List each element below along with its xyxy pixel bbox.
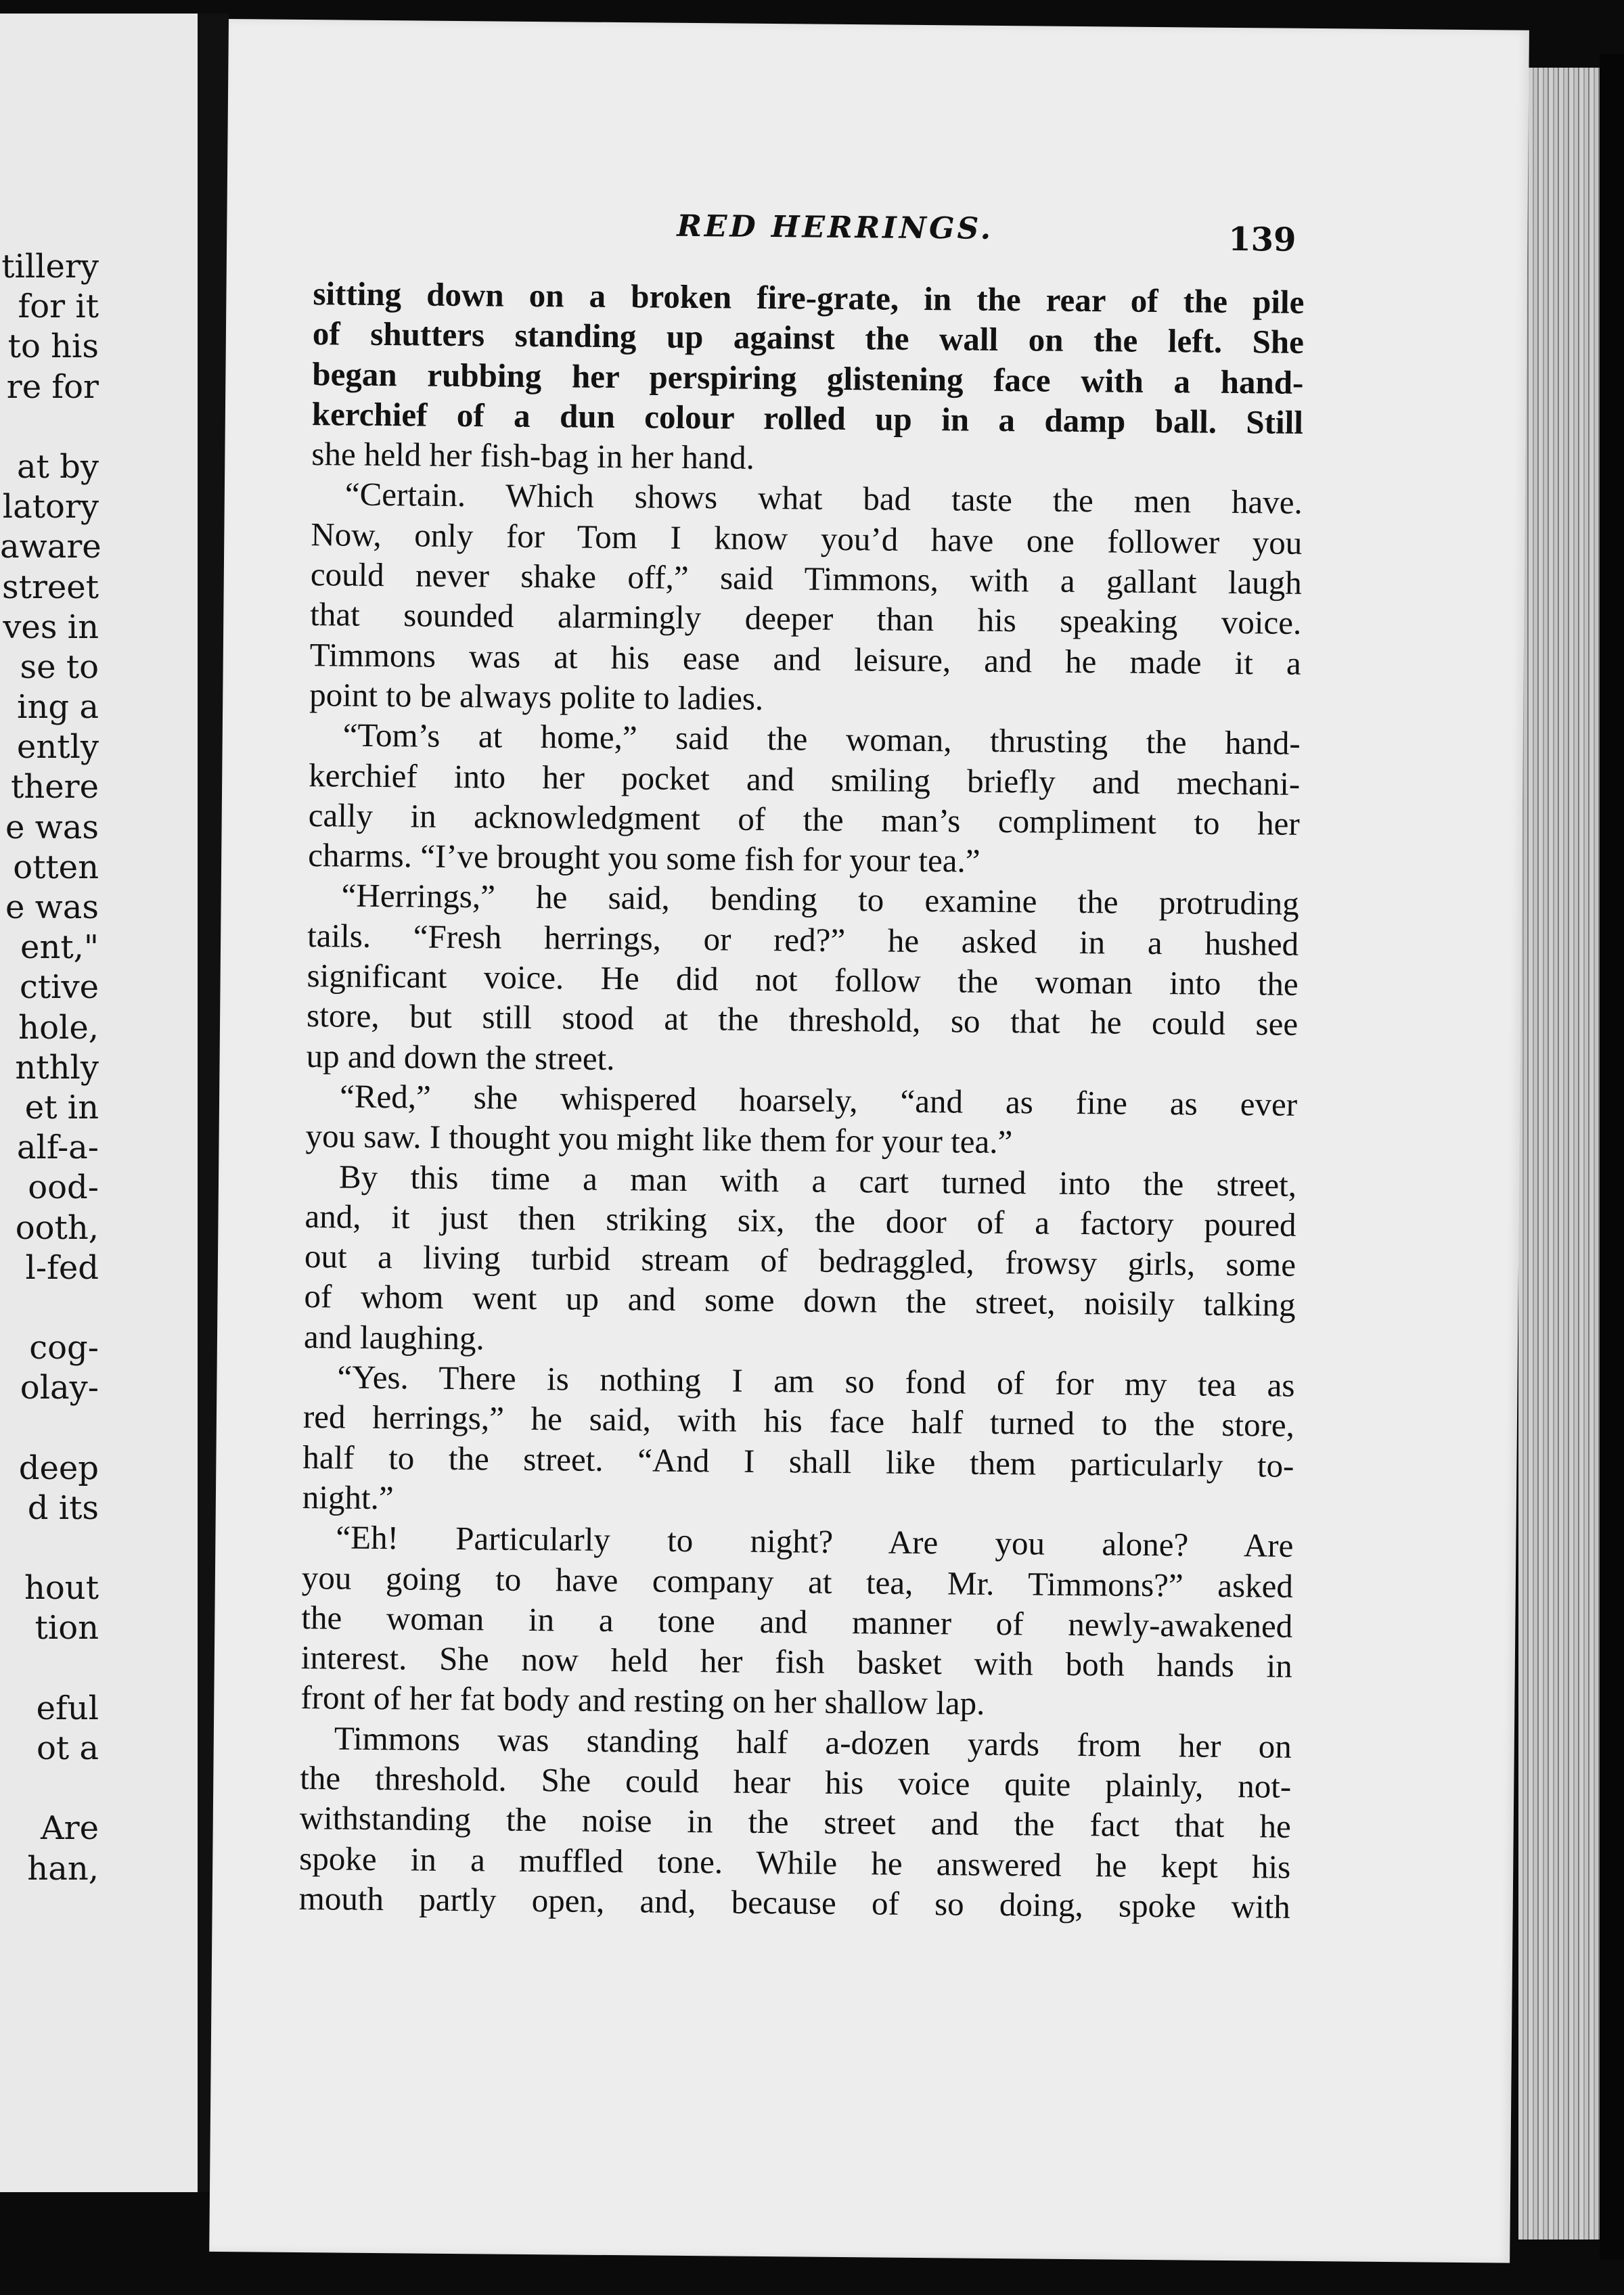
previous-page-line: d its	[27, 1489, 99, 1527]
previous-page-line: tion	[35, 1609, 99, 1648]
text-line: of whom went up and some down the street, noisily talking	[304, 1277, 1296, 1324]
text-line: By this time a man with a cart turned into the street,	[338, 1158, 1297, 1204]
text-line: store, but still stood at the threshold, so that he could see	[306, 997, 1299, 1043]
running-head: RED HERRINGS.	[677, 208, 994, 246]
previous-page-line: ooth,	[15, 1208, 99, 1247]
text-line: significant voice. He did not follow the woman into the	[307, 957, 1299, 1003]
previous-page	[0, 14, 198, 2192]
previous-page-line: there	[11, 768, 99, 806]
previous-page-line: eful	[36, 1689, 99, 1727]
text-line: “Herrings,” he said, bending to examine the protruding	[341, 876, 1299, 923]
previous-page-line: to his	[7, 327, 99, 366]
previous-page-line: ctive	[19, 968, 99, 1007]
page-body-text	[299, 273, 1305, 1927]
text-line: Timmons was at his ease and leisure, and he made it a	[309, 635, 1301, 682]
text-line: sitting down on a broken fire-grate, in the rear of the pile	[313, 275, 1305, 321]
previous-page-line: cog-	[29, 1329, 99, 1367]
previous-page-line	[0, 1408, 99, 1448]
previous-page-line	[0, 407, 99, 447]
edge-shadow	[1600, 54, 1624, 2260]
text-line: tails. “Fresh herrings, or red?” he asked in a hushed	[307, 916, 1299, 963]
text-line: spoke in a muffled tone. While he answered he kept his	[299, 1839, 1291, 1886]
previous-page-line: ent,"	[20, 928, 99, 967]
previous-page-line: ing a	[17, 688, 99, 727]
previous-page-line	[0, 1649, 99, 1689]
previous-page-line: se to	[20, 647, 99, 686]
text-line: that sounded alarmingly deeper than his speaking voice.	[310, 595, 1302, 642]
page-edges	[1518, 68, 1600, 2240]
text-line: “Red,” she whispered hoarsely, “and as fine as ever	[339, 1077, 1298, 1123]
text-line: the woman in a tone and manner of newly-awakened	[301, 1598, 1293, 1645]
text-line: out a living turbid stream of bedraggled, frowsy girls, some	[304, 1237, 1296, 1283]
previous-page-line: ently	[16, 728, 99, 767]
text-line: night.”	[302, 1478, 394, 1517]
previous-page-line: olay-	[20, 1369, 99, 1407]
text-line: and, it just then striking six, the door of a factory poured	[304, 1197, 1296, 1244]
previous-page-line: alf-a-	[16, 1129, 99, 1167]
text-line: interest. She now held her fish basket with both hands in	[300, 1639, 1293, 1685]
text-line: red herrings,” he said, with his face half turned to the store,	[302, 1398, 1295, 1445]
previous-page-line: nthly	[15, 1048, 99, 1087]
text-line: Timmons was standing half a-dozen yards from her on	[334, 1719, 1292, 1765]
previous-page-line	[0, 1528, 99, 1568]
text-line: Now, only for Tom I know you’d have one follower you	[311, 515, 1303, 562]
text-line: and laughing.	[303, 1317, 484, 1357]
previous-page-line: ot a	[36, 1729, 99, 1767]
text-line: she held her fish-bag in her hand.	[311, 435, 755, 476]
previous-page-line: deep	[18, 1449, 99, 1487]
text-line: “Certain. Which shows what bad taste the men have.	[344, 476, 1303, 522]
previous-page-line: et in	[24, 1088, 99, 1127]
text-line: “Eh! Particularly to night? Are you alone? Are	[336, 1518, 1294, 1565]
previous-page-line: e was	[5, 808, 99, 846]
book-page	[209, 19, 1529, 2263]
previous-page-line	[0, 1288, 99, 1328]
text-line: cally in acknowledgment of the man’s compliment to her	[308, 796, 1300, 842]
page-number: 139	[1227, 220, 1296, 259]
previous-page-line: street	[2, 568, 99, 606]
previous-page-line: at by	[16, 447, 99, 486]
text-line: kerchief of a dun colour rolled up in a damp ball. Still	[311, 394, 1304, 441]
previous-page-line: re for	[6, 367, 99, 406]
text-line: you going to have company at tea, Mr. Timmons?” asked	[301, 1558, 1294, 1605]
previous-page-line: otten	[13, 848, 99, 886]
previous-page-line: Are	[40, 1809, 99, 1848]
text-line: began rubbing her perspiring glistening face with a hand-	[312, 355, 1304, 401]
previous-page-line: tillery	[1, 248, 99, 286]
text-line: half to the street. “And I shall like them particularly to-	[302, 1438, 1294, 1484]
text-line: mouth partly open, and, because of so doing, spoke with	[298, 1879, 1290, 1926]
text-line: point to be always polite to ladies.	[309, 676, 764, 717]
previous-page-line: hout	[24, 1569, 99, 1608]
previous-page-text	[0, 247, 102, 1889]
previous-page-line: for it	[18, 288, 99, 326]
previous-page-line: han,	[27, 1849, 99, 1888]
previous-page-line: latory	[2, 488, 99, 526]
previous-page-line: ood-	[28, 1168, 99, 1207]
text-line: could never shake off,” said Timmons, with a gallant laugh	[310, 555, 1303, 601]
text-line: the threshold. She could hear his voice quite plainly, not-	[300, 1759, 1292, 1805]
previous-page-line: hole,	[18, 1008, 99, 1047]
previous-page-line: ves in	[3, 608, 99, 646]
text-line: charms. “I’ve brought you some fish for your tea.”	[307, 836, 980, 880]
text-line: front of her fat body and resting on her shallow lap.	[300, 1679, 985, 1723]
text-line: of shutters standing up against the wall on the left. She	[312, 315, 1305, 361]
text-line: withstanding the noise in the street and the fact that he	[299, 1799, 1291, 1846]
text-line: “Yes. There is nothing I am so fond of for my tea as	[337, 1358, 1295, 1404]
previous-page-line	[0, 1769, 99, 1809]
previous-page-line: l-fed	[25, 1248, 99, 1287]
previous-page-line: e was	[5, 888, 99, 926]
text-line: up and down the street.	[306, 1037, 615, 1077]
text-line: “Tom’s at home,” said the woman, thrusting the hand-	[342, 716, 1301, 763]
text-line: you saw. I thought you might like them for your tea.”	[305, 1117, 1013, 1161]
text-line: kerchief into her pocket and smiling briefly and mechani-	[309, 756, 1301, 802]
previous-page-line: aware	[0, 528, 102, 566]
